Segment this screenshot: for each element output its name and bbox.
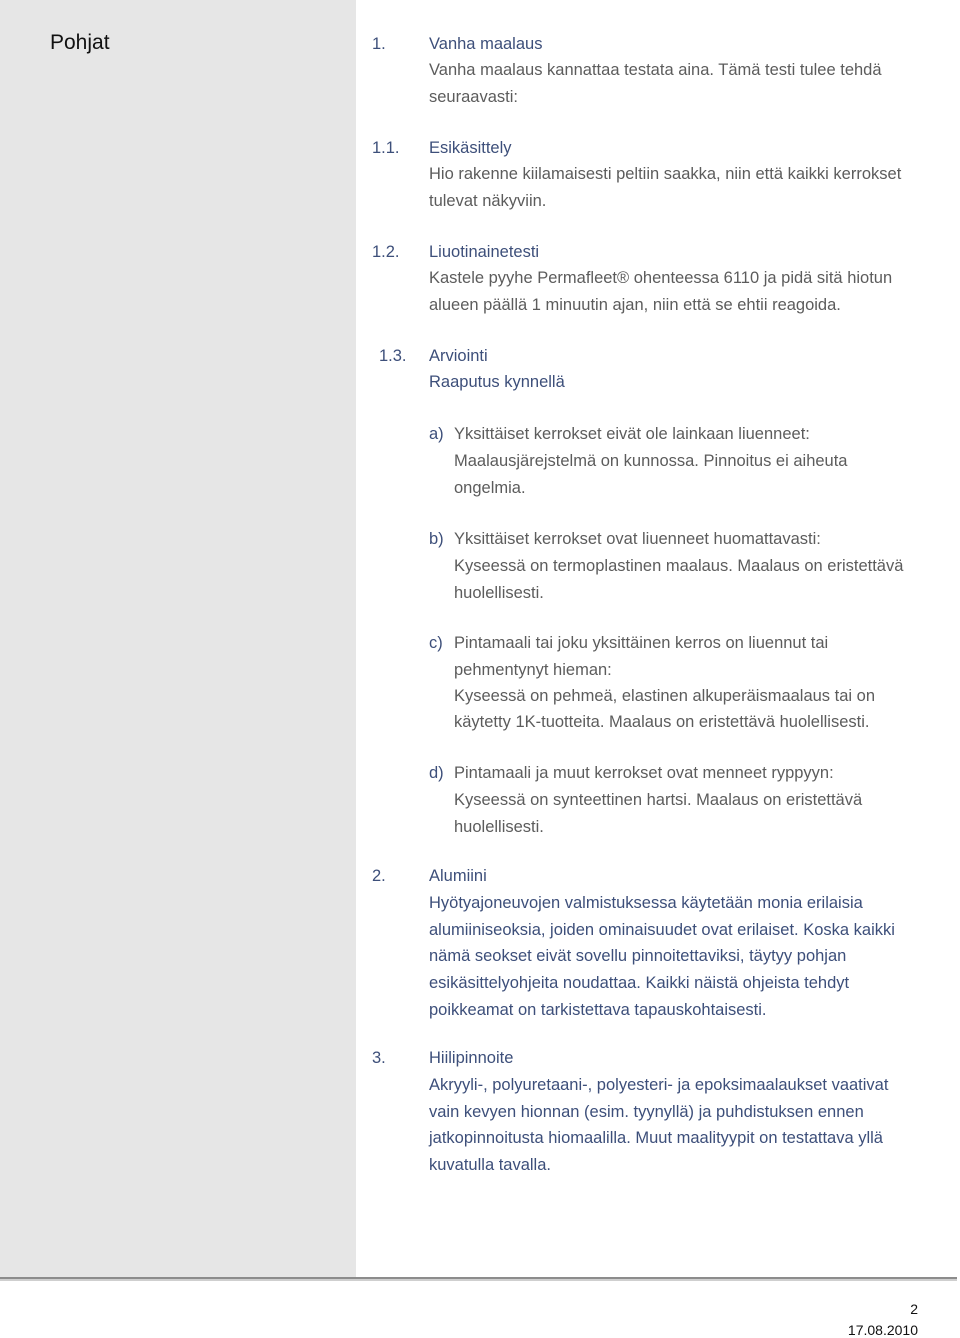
section-number: 1.1. (372, 139, 400, 157)
list-item-line: Yksittäiset kerrokset eivät ole lainkaan liuenneet: (454, 425, 810, 443)
section-heading: Liuotinainetesti (429, 243, 540, 261)
body-line: Hio rakenne kiilamaisesti peltiin saakka, niin että kaikki kerrokset (429, 165, 902, 183)
body-line: esikäsittelyohjeita noudattaa. Kaikki näistä ohjeista tehdyt (429, 974, 850, 992)
list-item-line: huolellisesti. (454, 584, 544, 602)
sidebar-panel (0, 0, 356, 1278)
list-letter: a) (429, 425, 444, 443)
body-line: Akryyli-, polyuretaani-, polyesteri- ja epoksimaalaukset vaativat (429, 1076, 889, 1094)
page-number: 2 (910, 1301, 918, 1317)
body-line: alumiiniseoksia, joiden ominaisuudet ovat erilaiset. Koska kaikki (429, 921, 895, 939)
section-heading: Arviointi (429, 347, 488, 365)
body-line: seuraavasti: (429, 88, 518, 106)
list-item-line: ongelmia. (454, 479, 526, 497)
list-item-line: Pintamaali ja muut kerrokset ovat menneet ryppyyn: (454, 764, 834, 782)
body-line: Vanha maalaus kannattaa testata aina. Tämä testi tulee tehdä (429, 61, 882, 79)
list-letter: d) (429, 764, 444, 782)
list-letter: c) (429, 634, 443, 652)
list-item-line: Pintamaali tai joku yksittäinen kerros on liuennut tai (454, 634, 829, 652)
section-subtitle: Raaputus kynnellä (429, 373, 565, 391)
list-letter: b) (429, 530, 444, 548)
section-number: 1.3. (379, 347, 407, 365)
list-item-line: Kyseessä on pehmeä, elastinen alkuperäismaalaus tai on (454, 687, 876, 705)
body-line: nämä seokset eivät sovellu pinnoitettaviksi, täytyy pohjan (429, 947, 847, 965)
body-line: vain kevyen hionnan (esim. tyynyllä) ja puhdistuksen ennen (429, 1103, 864, 1121)
body-line: tulevat näkyviin. (429, 192, 547, 210)
footer-rule-shadow (0, 1279, 957, 1281)
body-line: Kastele pyyhe Permafleet® ohenteessa 6110 ja pidä sitä hiotun (429, 269, 893, 287)
body-line: Hyötyajoneuvojen valmistuksessa käytetään monia erilaisia (429, 894, 863, 912)
section-heading: Esikäsittely (429, 139, 512, 157)
footer-date: 17.08.2010 (847, 1322, 918, 1338)
section-heading: Hiilipinnoite (429, 1049, 514, 1067)
list-item-line: Kyseessä on synteettinen hartsi. Maalaus on eristettävä (454, 791, 863, 809)
sidebar-title: Pohjat (50, 31, 110, 54)
list-item-line: käytetty 1K-tuotteita. Maalaus on eristettävä huolellisesti. (454, 713, 870, 731)
body-line: kuvatulla tavalla. (429, 1156, 551, 1174)
section-heading: Vanha maalaus (429, 35, 543, 53)
body-line: poikkeamat on tarkistettava tapauskohtaisesti. (429, 1001, 767, 1019)
list-item-line: Kyseessä on termoplastinen maalaus. Maalaus on eristettävä (454, 557, 904, 575)
section-heading: Alumiini (429, 867, 487, 885)
list-item-line: Maalausjärejstelmä on kunnossa. Pinnoitus ei aiheuta (454, 452, 848, 470)
body-line: alueen päällä 1 minuutin ajan, niin että se ehtii reagoida. (429, 296, 841, 314)
section-number: 2. (372, 867, 386, 885)
list-item-line: huolellisesti. (454, 818, 544, 836)
list-item-line: Yksittäiset kerrokset ovat liuenneet huomattavasti: (454, 530, 821, 548)
section-number: 3. (372, 1049, 386, 1067)
body-line: jatkopinnoitusta hiomaalilla. Muut maalityypit on testattava yllä (429, 1129, 883, 1147)
list-item-line: pehmentynyt hieman: (454, 661, 612, 679)
section-number: 1.2. (372, 243, 400, 261)
section-number: 1. (372, 35, 386, 53)
